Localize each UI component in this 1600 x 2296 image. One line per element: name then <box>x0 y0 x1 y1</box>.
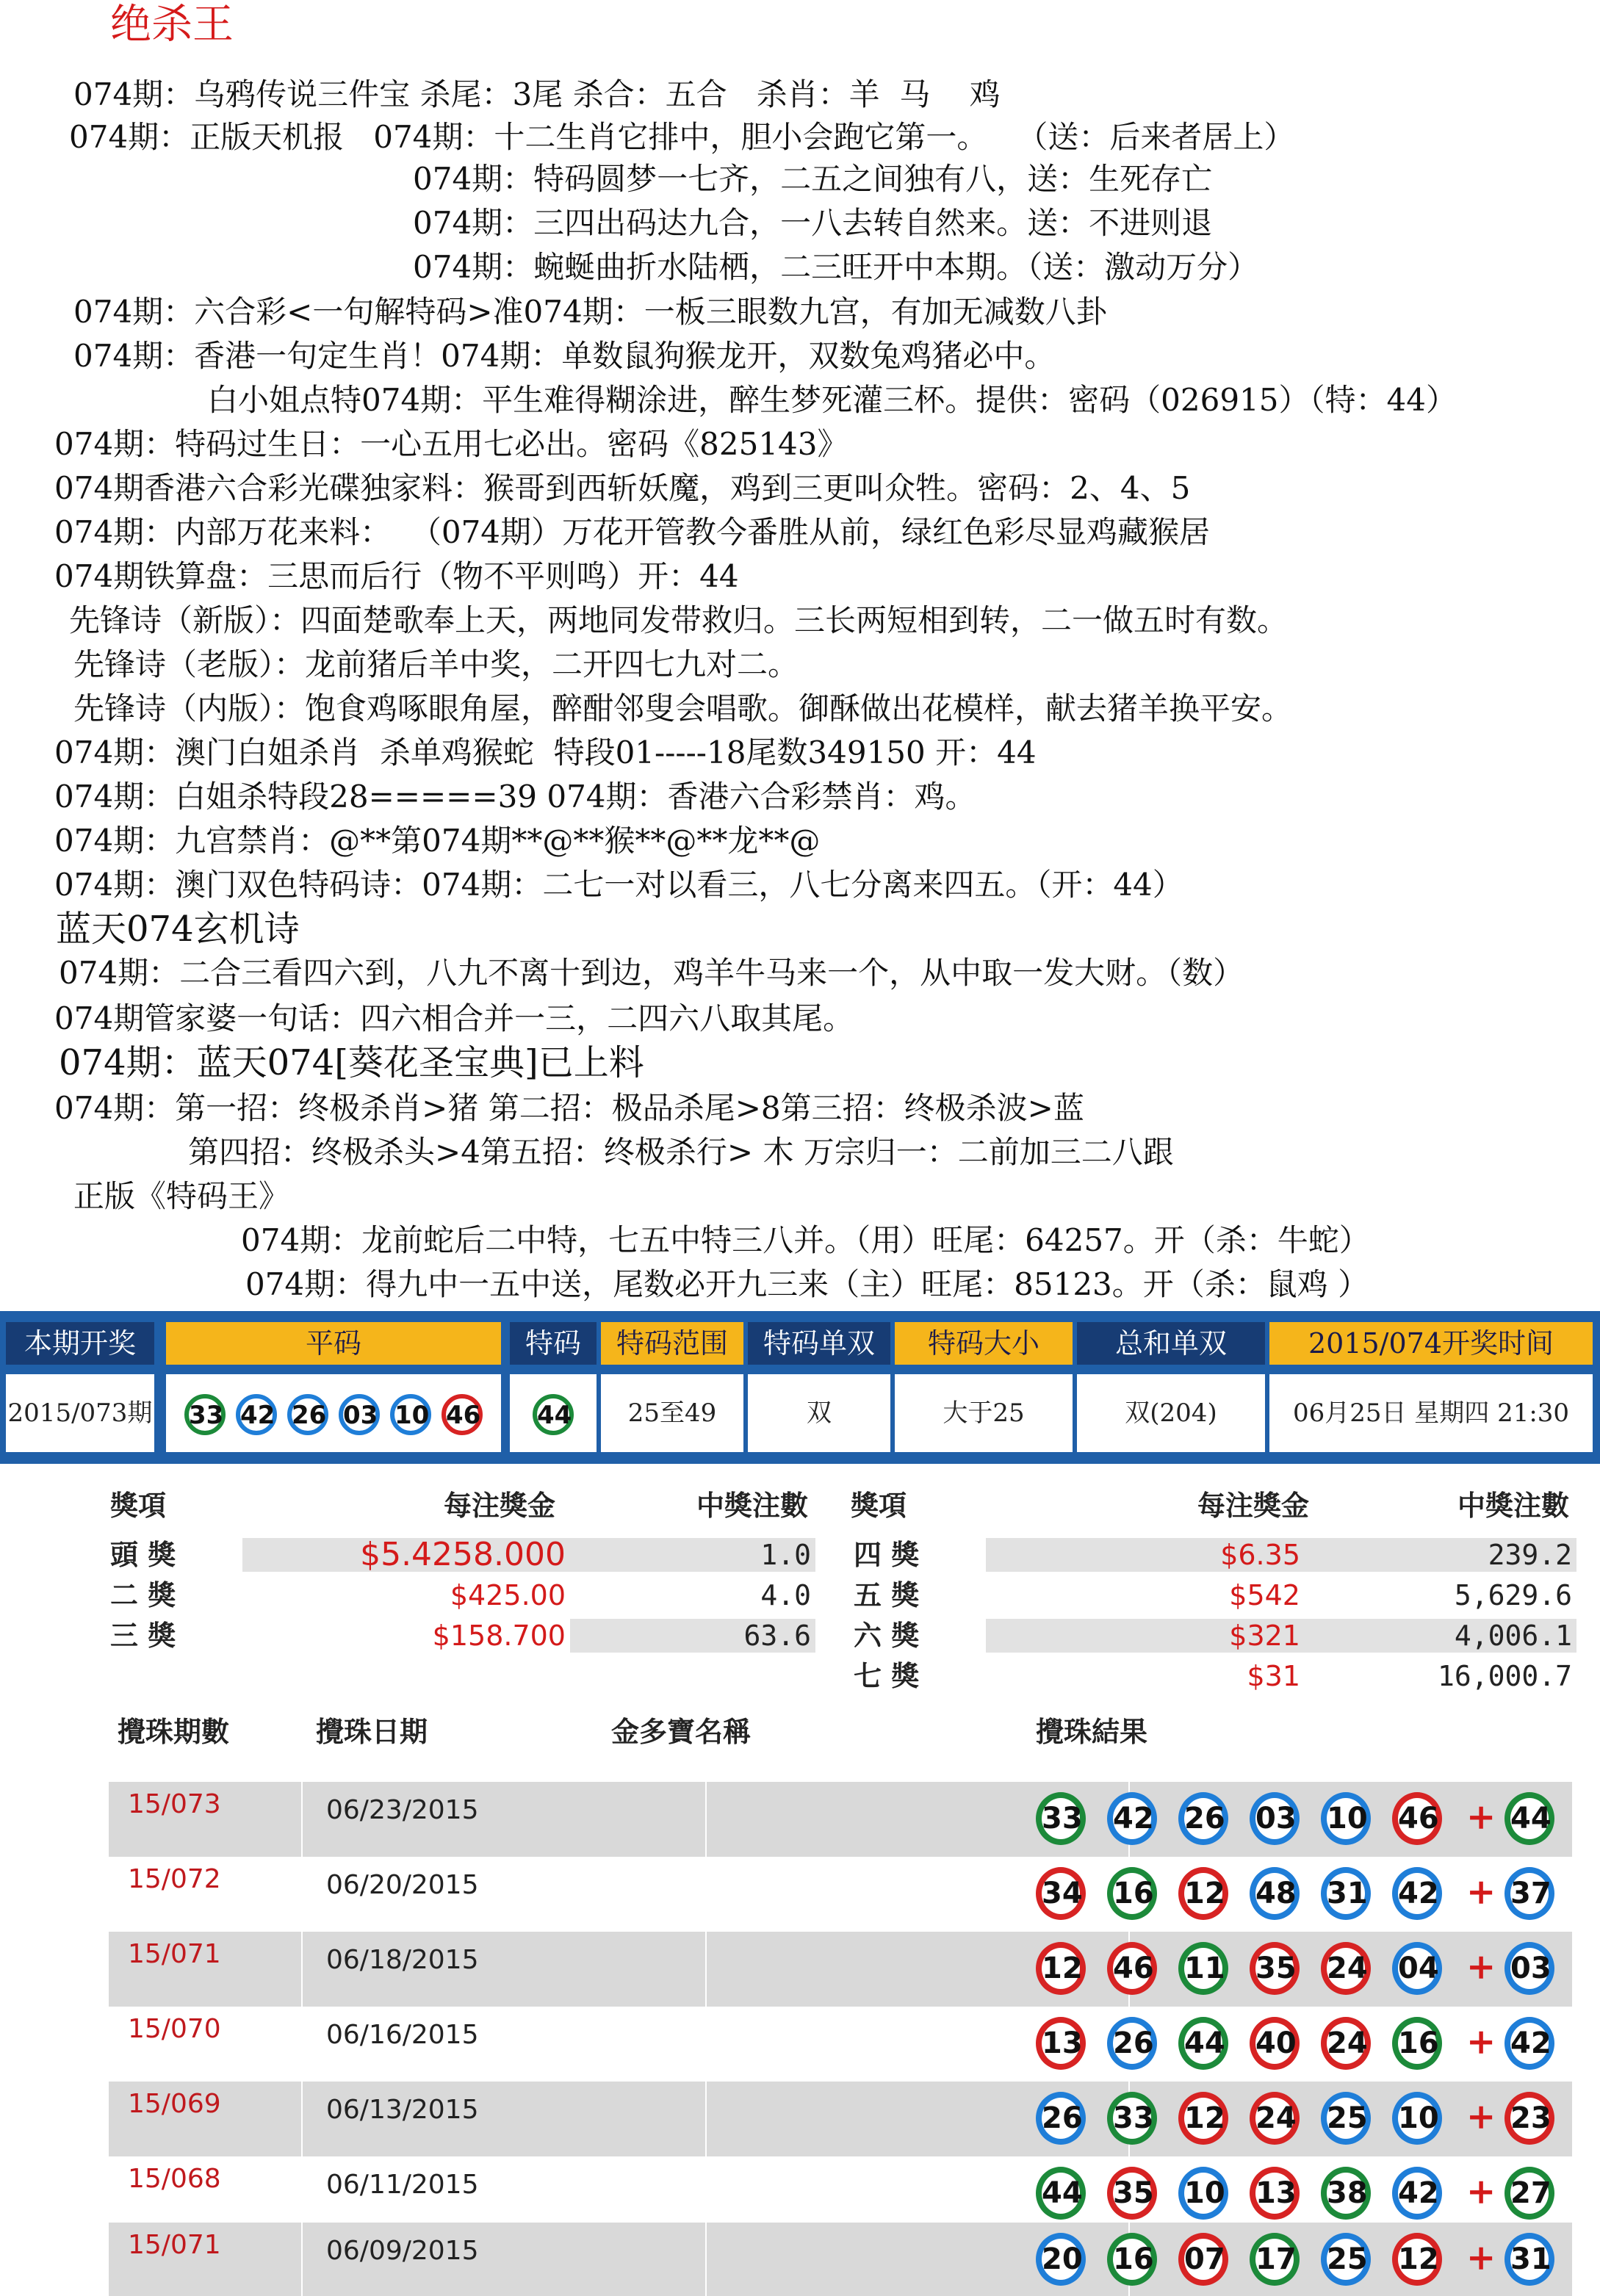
prize-header-left-0: 獎項 <box>110 1489 167 1522</box>
history-date: 06/16/2015 <box>326 2020 479 2050</box>
prize-amount: $6.35 <box>1220 1539 1300 1571</box>
history-special-ball: 27 <box>1504 2167 1554 2220</box>
prize-row <box>0 1617 1600 1654</box>
history-period: 15/071 <box>128 1939 221 1969</box>
prize-name: 六 獎 <box>854 1619 920 1652</box>
prize-count: 239.2 <box>1488 1539 1572 1571</box>
history-ball: 46 <box>1107 1942 1157 1995</box>
history-ball: 04 <box>1392 1942 1442 1995</box>
prize-count: 63.6 <box>743 1620 811 1652</box>
text-line: 074期：特码过生日：一心五用七必出。密码《825143》 <box>54 426 848 462</box>
results-value-4: 双 <box>748 1374 890 1452</box>
text-line: 先锋诗（老版）：龙前猪后羊中奖，二开四七九对二。 <box>73 646 799 682</box>
text-line: 第四招：终极杀头>4第五招：终极杀行> 木 万宗归一：二前加三二八跟 <box>188 1134 1174 1170</box>
prize-amount: $31 <box>1247 1660 1300 1692</box>
prize-header-right-2: 中獎注數 <box>1457 1489 1569 1522</box>
results-value-6: 双(204) <box>1077 1374 1265 1452</box>
flat-ball: 46 <box>442 1394 483 1435</box>
text-line: 074期：第一招：终极杀肖>猪 第二招：极品杀尾>8第三招：终极杀波>蓝 <box>54 1090 1084 1126</box>
results-bar <box>0 1311 1600 1464</box>
text-line: 074期：正版天机报 074期：十二生肖它排中，胆小会跑它第一。 （送：后来者居上） <box>69 119 1295 155</box>
history-ball: 10 <box>1321 1792 1371 1845</box>
prize-amount: $5.4258.000 <box>360 1536 566 1573</box>
history-ball: 12 <box>1178 2092 1228 2145</box>
history-date: 06/11/2015 <box>326 2170 479 2200</box>
special-ball: 44 <box>533 1394 574 1435</box>
history-ball: 42 <box>1107 1792 1157 1845</box>
history-ball: 33 <box>1107 2092 1157 2145</box>
prize-count: 1.0 <box>760 1539 811 1571</box>
history-ball: 38 <box>1321 2167 1371 2220</box>
prize-row <box>0 1537 1600 1573</box>
prize-name: 五 獎 <box>854 1578 920 1611</box>
prize-header-right-0: 獎項 <box>851 1489 907 1522</box>
results-header-2: 特码 <box>510 1322 597 1365</box>
history-row <box>109 2082 1572 2156</box>
prize-row <box>0 1577 1600 1614</box>
plus-sign: + <box>1466 1946 1496 1988</box>
text-line: 074期：二合三看四六到，八九不离十到边，鸡羊牛马来一个，从中取一发大财。（数） <box>59 955 1244 991</box>
results-header-1: 平码 <box>166 1322 501 1365</box>
history-ball: 40 <box>1250 2017 1300 2070</box>
history-special-ball: 37 <box>1504 1867 1554 1920</box>
history-ball: 44 <box>1036 2167 1086 2220</box>
prize-amount: $321 <box>1229 1620 1300 1652</box>
history-special-ball: 23 <box>1504 2092 1554 2145</box>
history-ball: 33 <box>1036 1792 1086 1845</box>
results-header-0: 本期开奖 <box>6 1322 154 1365</box>
history-ball: 03 <box>1250 1792 1300 1845</box>
prize-name: 頭 獎 <box>110 1538 176 1571</box>
text-line: 074期：得九中一五中送，尾数必开九三来（主）旺尾：85123。开（杀：鼠鸡 ） <box>245 1266 1369 1302</box>
text-line: 074期：蓝天074[葵花圣宝典]已上料 <box>59 1042 644 1083</box>
history-ball: 07 <box>1178 2233 1228 2286</box>
text-line: 074期管家婆一句话：四六相合并一三，二四六八取其尾。 <box>54 1000 854 1036</box>
history-row <box>109 1782 1572 1857</box>
prize-count: 4,006.1 <box>1454 1620 1572 1652</box>
plus-sign: + <box>1466 2237 1496 2278</box>
history-ball: 16 <box>1392 2017 1442 2070</box>
prize-name: 七 獎 <box>854 1659 920 1692</box>
history-ball: 12 <box>1392 2233 1442 2286</box>
history-ball: 24 <box>1321 1942 1371 1995</box>
flat-ball: 33 <box>184 1394 226 1435</box>
history-ball: 34 <box>1036 1867 1086 1920</box>
text-line: 074期：白姐杀特段28=====39 074期：香港六合彩禁肖：鸡。 <box>54 779 976 815</box>
prize-count: 16,000.7 <box>1437 1660 1572 1692</box>
history-ball: 13 <box>1250 2167 1300 2220</box>
history-ball: 26 <box>1036 2092 1086 2145</box>
flat-ball: 10 <box>390 1394 431 1435</box>
history-header-0: 攪珠期數 <box>118 1715 230 1748</box>
results-header-6: 总和单双 <box>1077 1322 1265 1365</box>
history-row <box>109 2156 1572 2223</box>
history-ball: 24 <box>1321 2017 1371 2070</box>
flat-ball: 03 <box>339 1394 380 1435</box>
history-ball: 35 <box>1107 2167 1157 2220</box>
history-ball: 20 <box>1036 2233 1086 2286</box>
history-ball: 13 <box>1036 2017 1086 2070</box>
results-value-3: 25至49 <box>601 1374 743 1452</box>
results-value-0: 2015/073期 <box>6 1374 154 1452</box>
page-title: 绝杀王 <box>110 1 234 48</box>
text-line: 074期：特码圆梦一七齐，二五之间独有八，送：生死存亡 <box>413 161 1213 197</box>
prize-amount: $425.00 <box>450 1579 566 1611</box>
history-ball: 24 <box>1250 2092 1300 2145</box>
text-line: 074期：澳门双色特码诗：074期：二七一对以看三，八七分离来四五。（开：44） <box>54 867 1183 903</box>
prize-amount: $158.700 <box>432 1620 566 1652</box>
history-ball: 44 <box>1178 2017 1228 2070</box>
history-special-ball: 42 <box>1504 2017 1554 2070</box>
prize-header-right-1: 每注獎金 <box>1197 1489 1309 1522</box>
history-special-ball: 44 <box>1504 1792 1554 1845</box>
history-row <box>109 1932 1572 2007</box>
history-ball: 12 <box>1036 1942 1086 1995</box>
results-value-7: 06月25日 星期四 21:30 <box>1269 1374 1593 1452</box>
results-header-3: 特码范围 <box>601 1322 743 1365</box>
history-header-2: 金多寶名稱 <box>611 1715 752 1748</box>
results-header-4: 特码单双 <box>748 1322 890 1365</box>
plus-sign: + <box>1466 2171 1496 2212</box>
text-line: 074期：三四出码达九合，一八去转自然来。送：不进则退 <box>413 205 1213 241</box>
history-ball: 11 <box>1178 1942 1228 1995</box>
text-line: 074期：六合彩<一句解特码>准074期：一板三眼数九宫，有加无减数八卦 <box>73 294 1107 330</box>
history-period: 15/071 <box>128 2230 221 2260</box>
history-ball: 10 <box>1392 2092 1442 2145</box>
history-row <box>109 1857 1572 1932</box>
history-ball: 42 <box>1392 2167 1442 2220</box>
text-line: 074期：蜿蜒曲折水陆栖，二三旺开中本期。（送：激动万分） <box>413 249 1259 285</box>
results-value-1 <box>166 1374 501 1452</box>
history-date: 06/20/2015 <box>326 1870 479 1900</box>
prize-header-left-1: 每注獎金 <box>443 1489 555 1522</box>
plus-sign: + <box>1466 2021 1496 2062</box>
prize-name: 四 獎 <box>854 1538 920 1571</box>
results-header-5: 特码大小 <box>895 1322 1073 1365</box>
flat-ball: 42 <box>236 1394 277 1435</box>
text-line: 正版《特码王》 <box>73 1178 290 1214</box>
history-date: 06/09/2015 <box>326 2236 479 2266</box>
text-line: 074期：九宫禁肖：@**第074期**@**猴**@**龙**@ <box>54 823 821 859</box>
results-value-5: 大于25 <box>895 1374 1073 1452</box>
history-ball: 26 <box>1107 2017 1157 2070</box>
plus-sign: + <box>1466 1871 1496 1913</box>
results-value-2 <box>510 1374 597 1452</box>
history-ball: 25 <box>1321 2233 1371 2286</box>
history-header-1: 攪珠日期 <box>316 1715 428 1748</box>
history-date: 06/13/2015 <box>326 2095 479 2125</box>
results-header-7: 2015/074开奖时间 <box>1269 1322 1593 1365</box>
text-line: 先锋诗（内版）：饱食鸡啄眼角屋，醉酣邻叟会唱歌。御酥做出花模样，献去猪羊换平安。 <box>73 690 1293 726</box>
plus-sign: + <box>1466 2096 1496 2137</box>
text-line: 白小姐点特074期：平生难得糊涂进，醉生梦死灌三杯。提供：密码（026915）（特：44） <box>207 382 1457 418</box>
history-period: 15/070 <box>128 2014 221 2044</box>
history-special-ball: 31 <box>1504 2233 1554 2286</box>
history-row <box>109 2223 1572 2296</box>
flat-ball: 26 <box>287 1394 328 1435</box>
history-ball: 46 <box>1392 1792 1442 1845</box>
plus-sign: + <box>1466 1797 1496 1838</box>
history-row <box>109 2007 1572 2082</box>
prize-name: 三 獎 <box>110 1619 176 1652</box>
history-date: 06/23/2015 <box>326 1795 479 1825</box>
text-line: 074期：龙前蛇后二中特，七五中特三八并。（用）旺尾：64257。开（杀：牛蛇） <box>241 1222 1370 1258</box>
history-ball: 48 <box>1250 1867 1300 1920</box>
history-ball: 16 <box>1107 1867 1157 1920</box>
prize-count: 5,629.6 <box>1454 1579 1572 1611</box>
history-period: 15/068 <box>128 2164 221 2194</box>
history-ball: 10 <box>1178 2167 1228 2220</box>
text-line: 蓝天074玄机诗 <box>56 909 300 950</box>
history-ball: 12 <box>1178 1867 1228 1920</box>
prize-count: 4.0 <box>760 1579 811 1611</box>
history-ball: 16 <box>1107 2233 1157 2286</box>
text-line: 074期香港六合彩光碟独家料：猴哥到西斩妖魔，鸡到三更叫众牲。密码：2、4、5 <box>54 470 1191 506</box>
history-ball: 26 <box>1178 1792 1228 1845</box>
text-line: 074期：乌鸦传说三件宝 杀尾：3尾 杀合：五合 杀肖：羊 马 鸡 <box>73 76 1001 112</box>
history-period: 15/073 <box>128 1789 221 1819</box>
text-line: 074期：内部万花来料： （074期）万花开管教今番胜从前，绿红色彩尽显鸡藏猴居 <box>54 514 1211 550</box>
prize-name: 二 獎 <box>110 1578 176 1611</box>
history-ball: 25 <box>1321 2092 1371 2145</box>
history-header-3: 攪珠結果 <box>1036 1715 1148 1748</box>
history-period: 15/069 <box>128 2089 221 2119</box>
text-line: 074期铁算盘：三思而后行（物不平则鸣）开：44 <box>54 558 739 594</box>
history-special-ball: 03 <box>1504 1942 1554 1995</box>
history-ball: 31 <box>1321 1867 1371 1920</box>
history-ball: 35 <box>1250 1942 1300 1995</box>
history-ball: 17 <box>1250 2233 1300 2286</box>
history-date: 06/18/2015 <box>326 1945 479 1975</box>
text-line: 074期：香港一句定生肖！074期：单数鼠狗猴龙开，双数兔鸡猪必中。 <box>73 338 1056 374</box>
prize-header-left-2: 中獎注數 <box>696 1489 808 1522</box>
history-period: 15/072 <box>128 1864 221 1894</box>
text-line: 先锋诗（新版）：四面楚歌奉上天，两地同发带救归。三长两短相到转，二一做五时有数。 <box>69 602 1289 638</box>
history-ball: 42 <box>1392 1867 1442 1920</box>
prize-row <box>0 1658 1600 1694</box>
prize-amount: $542 <box>1229 1579 1300 1611</box>
text-line: 074期：澳门白姐杀肖 杀单鸡猴蛇 特段01-----18尾数349150 开：44 <box>54 734 1037 770</box>
